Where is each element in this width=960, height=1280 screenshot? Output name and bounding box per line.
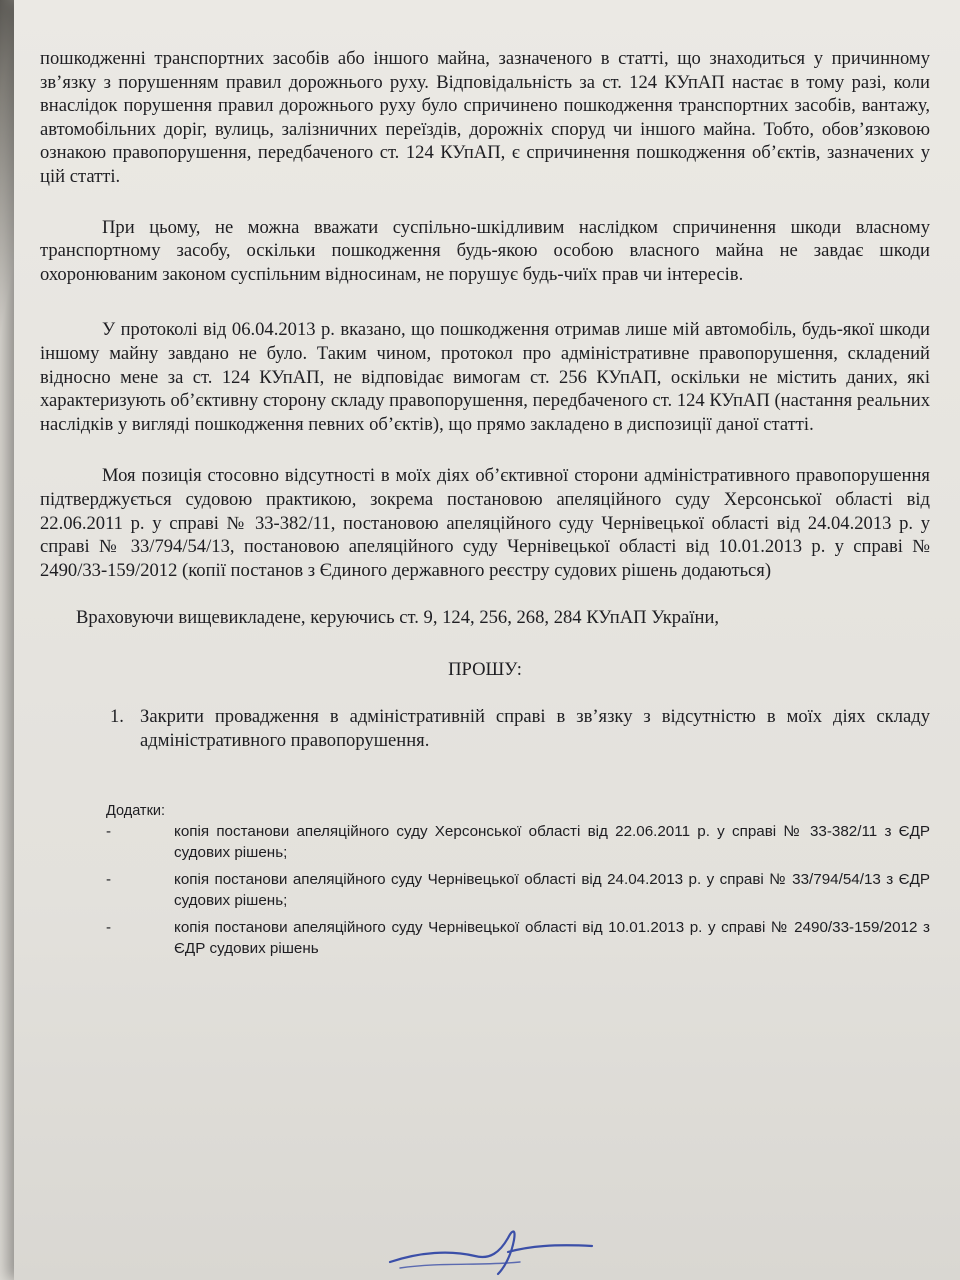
attachment-dash: -	[106, 870, 112, 888]
attachment-dash: -	[106, 822, 112, 840]
paragraph-2: При цьому, не можна вважати суспільно-шкідливим наслідком спричинення шкоди власному транспортному засобу, оскільки пошкодження будь-якою особою власного майна не завдає шкоди охоронюваним законом суспільним відносинам, не порушує будь-чиїх прав чи інтересів.	[40, 216, 930, 285]
handwritten-signature	[380, 1222, 600, 1280]
request-item-text: Закрити провадження в адміністративній справі в зв’язку з відсутністю в моїх діях складу адміністративного правопорушення.	[140, 706, 930, 752]
document-body	[40, 0, 930, 959]
attachment-item	[106, 821, 930, 863]
attachment-text: копія постанови апеляційного суду Чернівецької області від 24.04.2013 р. у справі № 33/794/54/13 з ЄДР судових рішень;	[174, 870, 930, 909]
attachment-item	[106, 917, 930, 959]
attachments-heading: Додатки:	[106, 802, 166, 819]
request-heading: ПРОШУ:	[448, 658, 522, 680]
attachment-text: копія постанови апеляційного суду Чернівецької області від 10.01.2013 р. у справі № 2490/33-159/2012 з ЄДР судових рішень	[174, 918, 930, 957]
paragraph-1: пошкодженні транспортних засобів або іншого майна, зазначеного в статті, що знаходиться у причинному зв’язку з порушенням правил дорожнього руху. Відповідальність за ст. 124 КУпАП настає в тому разі, коли внаслідок порушення правил дорожнього руху було спричинено пошкодження транспортних засобів, вантажу, автомобільних доріг, вулиць, залізничних переїздів, дорожніх споруд чи іншого майна. Тобто, обов’язковою ознакою правопорушення, передбаченого ст. 124 КУпАП, є спричинення пошкодження об’єктів, зазначених у цій статті.	[40, 48, 930, 187]
attachments-list	[40, 821, 930, 959]
paragraph-3: У протоколі від 06.04.2013 р. вказано, що пошкодження отримав лише мій автомобіль, будь-якої шкоди іншому майну завдано не було. Таким чином, протокол про адміністративне правопорушення, складений відносно мене за ст. 124 КУпАП, не відповідає вимогам ст. 256 КУпАП, оскільки не містить даних, які характеризують об’єктивну сторону складу правопорушення, передбаченого ст. 124 КУпАП (настання реальних наслідків у вигляді пошкодження певних об’єктів), що прямо закладено в диспозиції даної статті.	[40, 319, 930, 435]
paragraph-4: Моя позиція стосовно відсутності в моїх діях об’єктивної сторони адміністративного правопорушення підтверджується судовою практикою, зокрема постановою апеляційного суду Херсонської області від 22.06.2011 р. у справі № 33-382/11, постановою апеляційного суду Чернівецької області від 24.04.2013 р. у справі № 33/794/54/13, постановою апеляційного суду Чернівецької області від 10.01.2013 р. у справі № 2490/33-159/2012 (копії постанов з Єдиного державного реєстру судових рішень додаються)	[40, 465, 930, 581]
attachment-item	[106, 869, 930, 911]
request-item	[40, 705, 930, 752]
document-sheet	[14, 0, 960, 1280]
guided-by-line: Враховуючи вищевикладене, керуючись ст. 9, 124, 256, 268, 284 КУпАП України,	[76, 607, 720, 629]
attachment-dash: -	[106, 918, 112, 936]
attachment-text: копія постанови апеляційного суду Херсонської області від 22.06.2011 р. у справі № 33-382/11 з ЄДР судових рішень;	[174, 822, 930, 861]
request-item-number: 1.	[110, 706, 124, 728]
